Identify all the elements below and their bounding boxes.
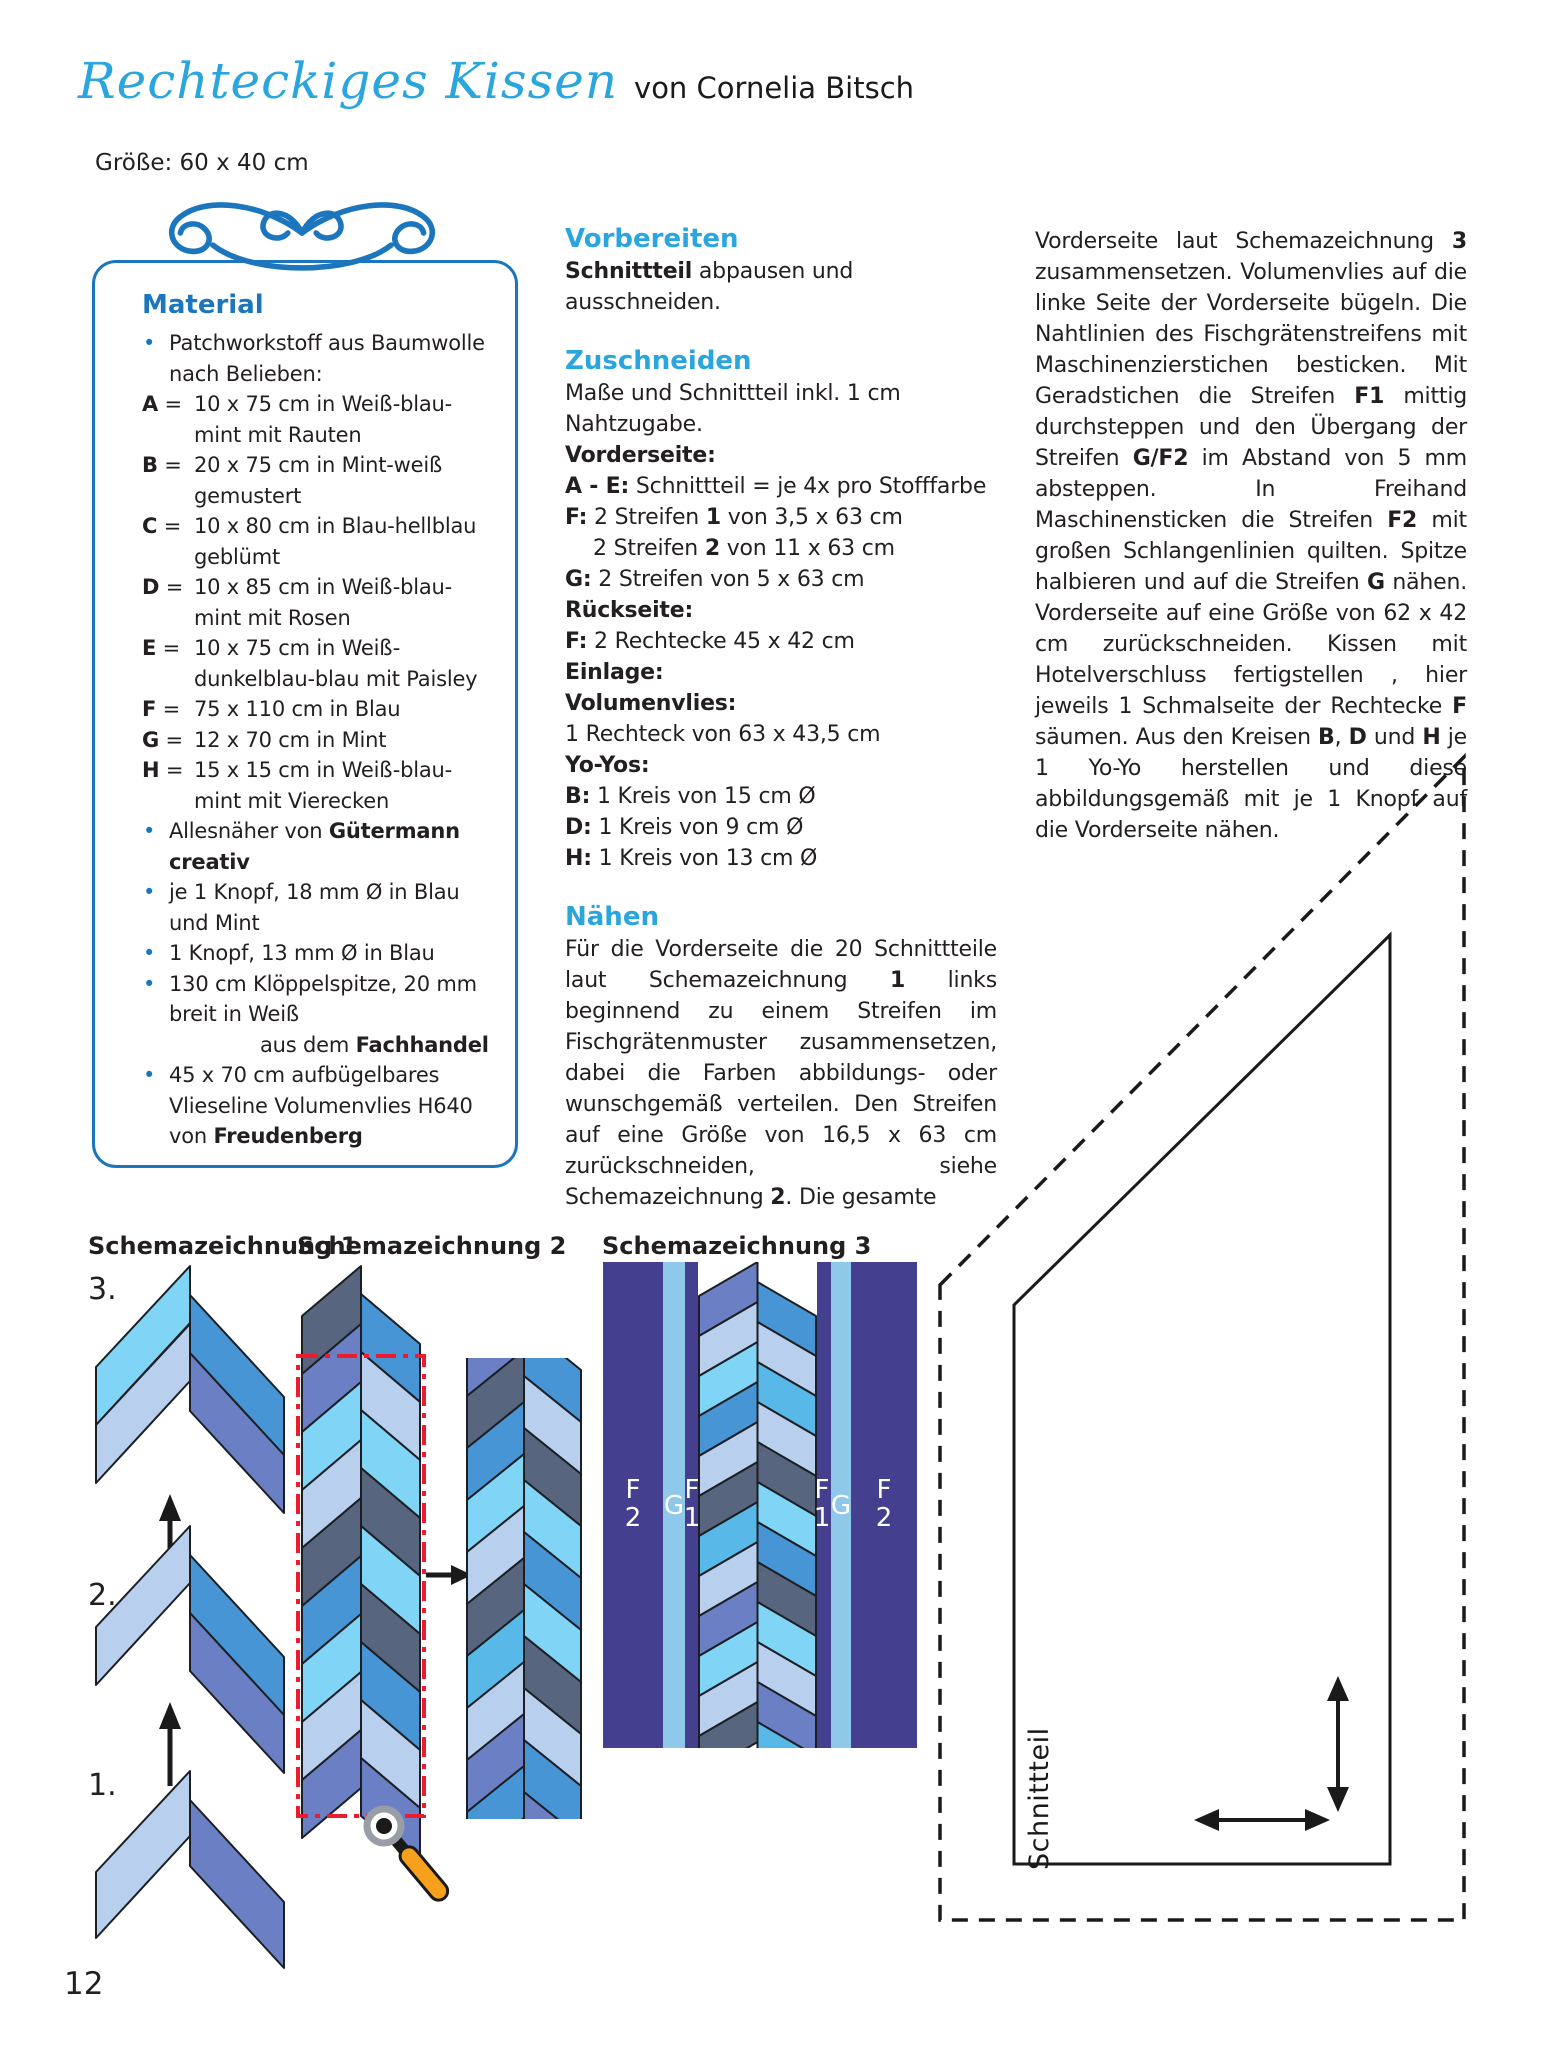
bullet-icon: • <box>143 880 156 904</box>
material-item: C = 10 x 80 cm in Blau-hellblau geblümt <box>142 514 477 569</box>
spacer <box>565 318 997 344</box>
material-item: • Patchworkstoff aus Baumwolle nach Belieben: <box>142 328 496 389</box>
herringbone-center-art <box>698 1262 817 1748</box>
material-item: D = 10 x 85 cm in Weiß-blau-mint mit Rosen <box>142 575 452 630</box>
page-title <box>78 52 914 110</box>
page-number: 12 <box>64 1966 104 2002</box>
material-list <box>142 328 496 1152</box>
text-line: F: 2 Rechtecke 45 x 42 cm <box>565 629 855 654</box>
material-item: • 45 x 70 cm aufbügelbares Vlieseline Volumenvlies H640 von Freudenberg <box>142 1060 496 1152</box>
herringbone-strip-trimmed-art <box>466 1358 582 1819</box>
material-item: • je 1 Knopf, 18 mm Ø in Blau und Mint <box>142 877 496 938</box>
section-heading: Zuschneiden <box>565 346 752 376</box>
section-heading: Vorbereiten <box>565 224 739 254</box>
text-line: 1 Rechteck von 63 x 43,5 cm <box>565 722 881 747</box>
bullet-icon: • <box>143 941 156 965</box>
text-line: Maße und Schnittteil inkl. 1 cm <box>565 381 901 406</box>
stripe-label-F2-left: F 2 <box>624 1475 642 1533</box>
material-item-continued: aus dem Fachhandel <box>260 1032 489 1057</box>
caption-schemazeichnung-3: Schemazeichnung 3 <box>602 1232 872 1260</box>
material-heading: Material <box>142 290 264 320</box>
text-line: B: 1 Kreis von 15 cm Ø <box>565 784 816 809</box>
step-label-1: 1. <box>88 1768 117 1803</box>
material-item: • 1 Knopf, 13 mm Ø in Blau <box>142 938 496 969</box>
material-item: E = 10 x 75 cm in Weiß-dunkelblau-blau mit Paisley <box>142 636 478 691</box>
paragraph: Vorderseite laut Schemazeichnung 3 zusammensetzen. Volumenvlies auf die linke Seite der Vorderseite bügeln. Die Nahtlinien des Fischgrätenstreifens mit Maschinenzierstichen besticken. Mit Geradstichen die Streifen F1 mittig durchsteppen und den Übergang der Streifen G/F2 im Abstand von 5 mm absteppen. In Freihand Maschinensticken die Streifen F2 mit großen Schlangenlinien quilten. Spitze halbieren und auf die Streifen G nähen. Vorderseite auf eine Größe von 62 x 42 cm zurückschneiden. Kissen mit Hotelverschluss fertigstellen , hier jeweils 1 Schmalseite der Rechtecke F säumen. Aus den Kreisen B, D und H je 1 Yo-Yo herstellen und diese abbildungsgemäß mit je 1 Knopf auf die Vorderseite nähen. <box>1035 229 1468 843</box>
herringbone-strip-trimmed <box>466 1358 582 1819</box>
cutting-line-overlay <box>295 1353 427 1821</box>
spacer <box>565 874 997 900</box>
bullet-icon: • <box>143 1063 156 1087</box>
material-content <box>142 288 496 1152</box>
stripe-label-F1-left: F 1 <box>683 1475 701 1533</box>
text-line: Nahtzugabe. <box>565 412 703 437</box>
step-label-2: 2. <box>88 1578 117 1613</box>
title-script: Rechteckiges Kissen <box>78 52 619 110</box>
rotary-cutter-icon <box>346 1790 466 1926</box>
size-line: Größe: 60 x 40 cm <box>95 150 309 176</box>
text-line: F: 2 Streifen 1 von 3,5 x 63 cm <box>565 505 903 530</box>
text-line: Vorderseite: <box>565 443 716 468</box>
step-label-3: 3. <box>88 1272 117 1307</box>
herringbone-center <box>698 1262 817 1748</box>
bullet-icon: • <box>143 971 156 996</box>
bullet-icon: • <box>143 819 156 843</box>
chevron-group-3 <box>95 1770 285 1968</box>
chevron-group-2 <box>95 1525 285 1773</box>
text-line: Yo-Yos: <box>565 753 650 778</box>
text-line: Rückseite: <box>565 598 694 623</box>
material-item: F = 75 x 110 cm in Blau <box>142 697 401 721</box>
paragraph: Für die Vorderseite die 20 Schnittteile laut Schemazeichnung 1 links beginnend zu einem Streifen im Fischgrätenmuster zusammensetzen, dabei die Farben abbildungs- oder wunschgemäß verteilen. Den Streifen auf eine Größe von 16,5 x 63 cm zurückschneiden, siehe Schemazeichnung 2. Die gesamte <box>565 937 997 1210</box>
schnittteil-label: Schnittteil <box>1024 1727 1055 1870</box>
caption-schemazeichnung-1: Schemazeichnung 1 <box>88 1232 358 1260</box>
text-line: H: 1 Kreis von 13 cm Ø <box>565 846 818 871</box>
text-line: D: 1 Kreis von 9 cm Ø <box>565 815 804 840</box>
flourish-ornament <box>150 190 454 282</box>
text-line: Volumenvlies: <box>565 691 737 716</box>
text-line: Schnittteil abpausen und ausschneiden. <box>565 259 854 315</box>
pattern-piece-diagram <box>930 740 1480 1950</box>
material-item: • 130 cm Klöppelspitze, 20 mm breit in Weiß <box>142 969 496 1030</box>
text-line: G: 2 Streifen von 5 x 63 cm <box>565 567 865 592</box>
column-middle <box>565 222 997 1213</box>
bullet-icon: • <box>143 331 156 355</box>
title-byline: von Cornelia Bitsch <box>634 71 915 105</box>
material-item: • Allesnäher von Gütermann creativ <box>142 816 496 877</box>
section-heading: Nähen <box>565 902 659 932</box>
material-item: G = 12 x 70 cm in Mint <box>142 727 387 752</box>
stripe-label-F2-right: F 2 <box>875 1475 893 1533</box>
text-line: 2 Streifen 2 von 11 x 63 cm <box>593 536 895 561</box>
column-right <box>1035 226 1467 846</box>
material-item: H = 15 x 15 cm in Weiß-blau-mint mit Vierecken <box>142 758 452 813</box>
stripe-label-F1-right: F 1 <box>813 1475 831 1533</box>
material-item: A = 10 x 75 cm in Weiß-blau-mint mit Rauten <box>142 392 452 447</box>
text-line: A - E: Schnittteil = je 4x pro Stofffarbe <box>565 474 987 499</box>
schnittteil-outline <box>1014 935 1390 1864</box>
stripe-label-G-right: G <box>830 1491 852 1521</box>
caption-schemazeichnung-2: Schemazeichnung 2 <box>297 1232 567 1260</box>
material-item: B = 20 x 75 cm in Mint-weiß gemustert <box>142 453 443 508</box>
schemazeichnung-3-diagram <box>603 1262 917 1748</box>
stripe-label-G-left: G <box>663 1491 685 1521</box>
text-line: Einlage: <box>565 660 664 685</box>
chevron-group-1 <box>95 1265 285 1513</box>
